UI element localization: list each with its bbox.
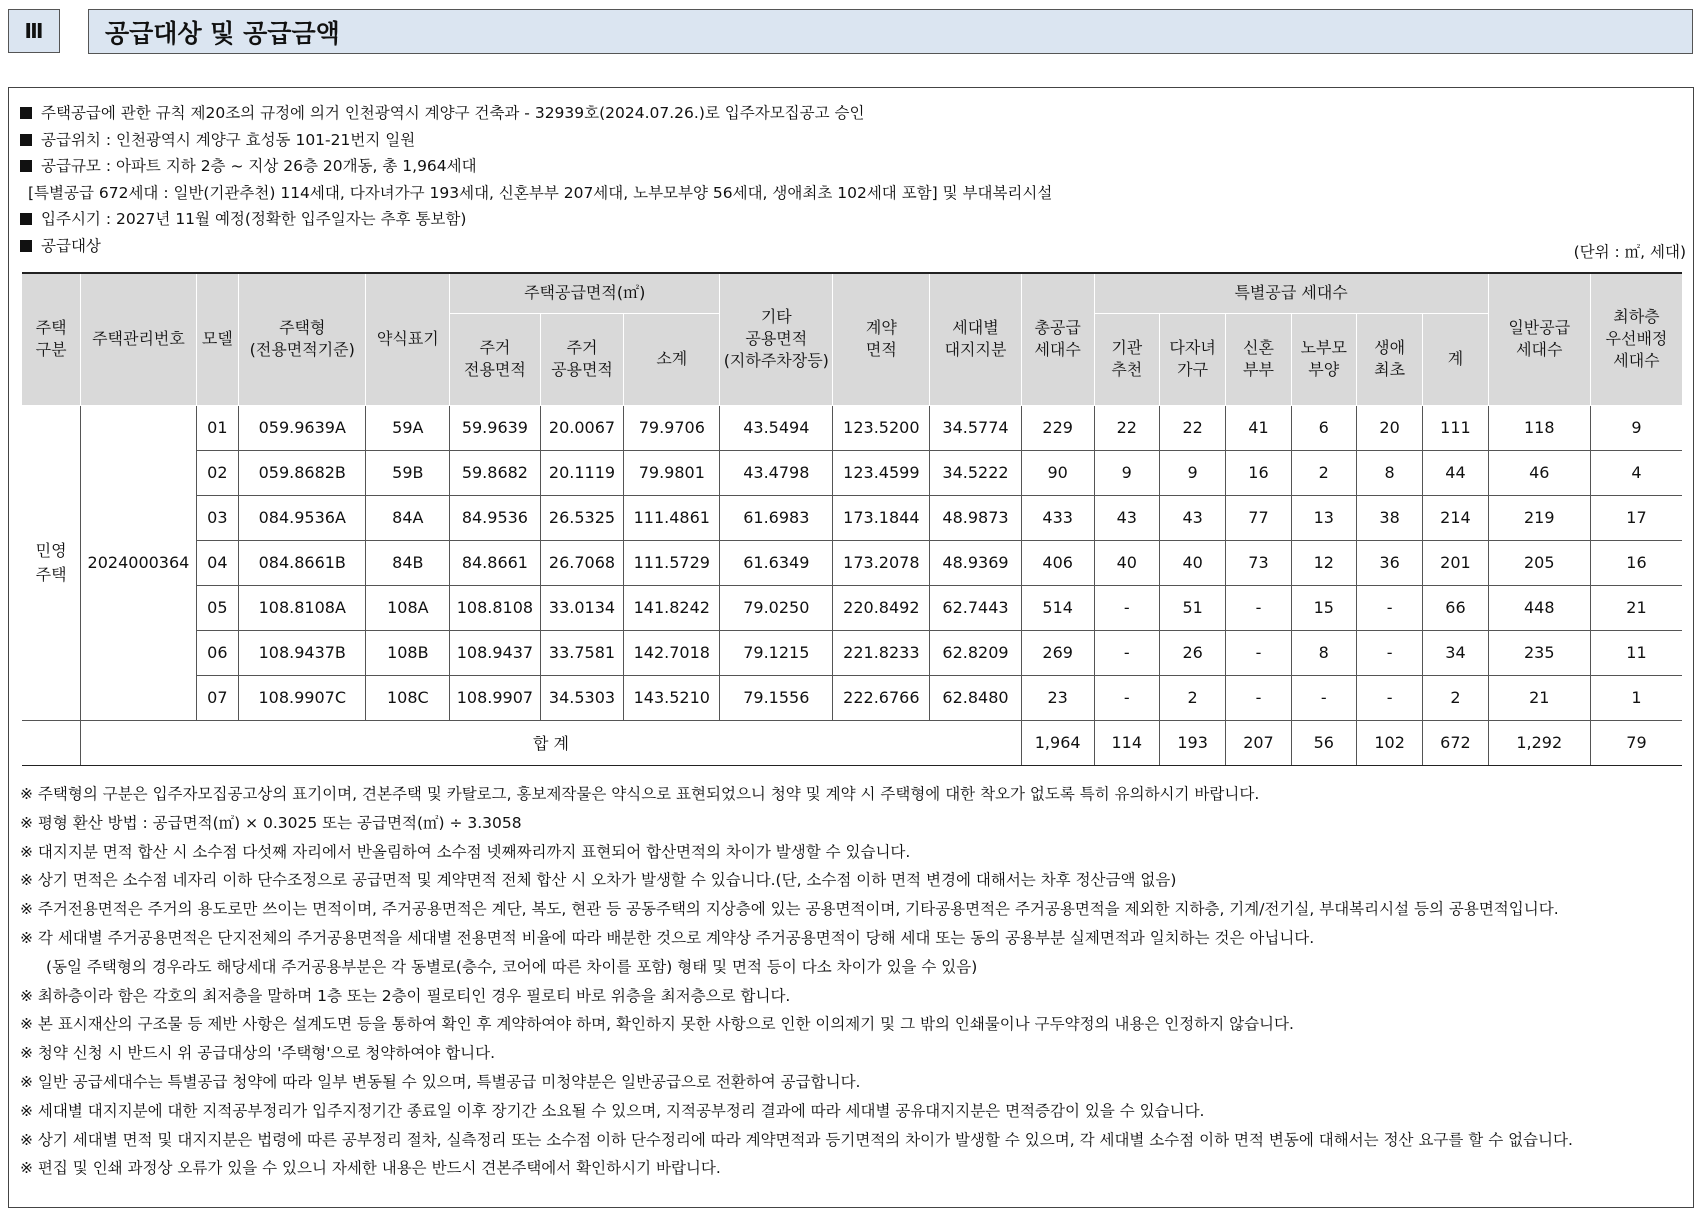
notes-list	[20, 780, 1573, 1183]
intro-list	[20, 100, 1052, 259]
section-number: Ⅲ	[8, 9, 60, 53]
table-cell: 22	[1159, 405, 1225, 450]
col-header-multi-child: 다자녀 가구	[1159, 313, 1225, 405]
table-cell: 108.9437B	[239, 630, 366, 675]
note-item: (동일 주택형의 경우라도 해당세대 주거공용부분은 각 동별로(층수, 코어에 따른 차이를 포함) 형태 및 면적 등이 다소 차이가 있을 수 있음)	[46, 957, 978, 976]
total-cell: 1,964	[1021, 720, 1094, 765]
table-cell: 084.8661B	[239, 540, 366, 585]
table-cell: 41	[1226, 405, 1291, 450]
table-cell: 108.9437	[450, 630, 540, 675]
col-header-mgmt-no: 주택관리번호	[81, 273, 196, 405]
note-item: ※ 주택형의 구분은 입주자모집공고상의 표기이며, 견본주택 및 카탈로그, 홍보제작물은 약식으로 표현되었으니 청약 및 계약 시 주택형에 대한 착오가 없도록 특히 유의하시기 바랍니다.	[20, 785, 1260, 803]
table-cell: -	[1094, 675, 1159, 720]
table-cell: -	[1291, 675, 1356, 720]
unit-label: (단위 : ㎡, 세대)	[1573, 243, 1686, 261]
table-cell: 34.5303	[540, 675, 624, 720]
total-blank-cell	[22, 720, 81, 765]
table-cell: 43.5494	[720, 405, 833, 450]
col-header-land: 세대별 대지지분	[930, 273, 1021, 405]
col-header-supply-area: 주택공급면적(㎡)	[450, 273, 720, 313]
table-cell: 108A	[366, 585, 450, 630]
table-cell: 43	[1159, 495, 1225, 540]
table-cell: 61.6983	[720, 495, 833, 540]
table-cell: 201	[1423, 540, 1488, 585]
table-cell: 79.0250	[720, 585, 833, 630]
table-cell: 48.9873	[930, 495, 1021, 540]
table-cell: 9	[1159, 450, 1225, 495]
table-cell: 406	[1021, 540, 1094, 585]
col-header-short: 약식표기	[366, 273, 450, 405]
table-cell: 22	[1094, 405, 1159, 450]
total-label: 합 계	[81, 720, 1021, 765]
table-cell: 61.6349	[720, 540, 833, 585]
table-cell: 84A	[366, 495, 450, 540]
total-cell: 193	[1159, 720, 1225, 765]
table-cell: 173.1844	[833, 495, 930, 540]
col-header-subtotal: 소계	[624, 313, 720, 405]
note-item: ※ 평형 환산 방법 : 공급면적(㎡) × 0.3025 또는 공급면적(㎡) ÷ 3.3058	[20, 813, 522, 832]
table-cell: 59A	[366, 405, 450, 450]
table-cell: -	[1226, 630, 1291, 675]
table-cell: 8	[1291, 630, 1356, 675]
bullet-square-icon	[20, 240, 32, 252]
table-cell: 059.9639A	[239, 405, 366, 450]
note-item: ※ 일반 공급세대수는 특별공급 청약에 따라 일부 변동될 수 있으며, 특별공급 미청약분은 일반공급으로 전환하여 공급합니다.	[20, 1072, 861, 1091]
table-cell: 1	[1590, 675, 1682, 720]
col-header-house-type: 주택형 (전용면적기준)	[239, 273, 366, 405]
note-item: ※ 상기 세대별 면적 및 대지지분은 법령에 따른 공부정리 절차, 실측정리 또는 소수점 이하 단수정리에 따라 계약면적과 등기면적의 차이가 발생할 수 있으며, 각 세대별 소수점 이하 면적 변동에 대해서는 정산 요구를 할 수 없습니다.	[20, 1130, 1573, 1149]
table-cell: 15	[1291, 585, 1356, 630]
total-cell: 114	[1094, 720, 1159, 765]
table-cell: 33.7581	[540, 630, 624, 675]
table-cell: 21	[1488, 675, 1590, 720]
table-cell: 34.5774	[930, 405, 1021, 450]
table-cell: 44	[1423, 450, 1488, 495]
col-header-institution: 기관 추천	[1094, 313, 1159, 405]
bullet-square-icon	[20, 213, 32, 225]
col-header-elderly: 노부모 부양	[1291, 313, 1356, 405]
table-cell: 084.9536A	[239, 495, 366, 540]
table-cell: 16	[1590, 540, 1682, 585]
table-cell: 2	[1159, 675, 1225, 720]
col-header-special: 특별공급 세대수	[1094, 273, 1488, 313]
table-cell: 77	[1226, 495, 1291, 540]
table-cell: 66	[1423, 585, 1488, 630]
table-cell: 111.4861	[624, 495, 720, 540]
note-item: ※ 대지지분 면적 합산 시 소수점 다섯째 자리에서 반올림하여 소수점 넷째짜리까지 표현되어 합산면적의 차이가 발생할 수 있습니다.	[20, 842, 911, 861]
table-cell: 108.8108A	[239, 585, 366, 630]
table-cell: 235	[1488, 630, 1590, 675]
table-cell: 111	[1423, 405, 1488, 450]
table-cell: -	[1356, 675, 1422, 720]
table-cell: 79.1556	[720, 675, 833, 720]
table-cell: 03	[196, 495, 238, 540]
table-cell: 108B	[366, 630, 450, 675]
supply-table	[22, 272, 1682, 766]
col-header-type: 주택 구분	[22, 273, 81, 405]
table-cell: 514	[1021, 585, 1094, 630]
table-cell: 62.8209	[930, 630, 1021, 675]
table-cell: 108.9907	[450, 675, 540, 720]
table-cell: 62.8480	[930, 675, 1021, 720]
table-cell: 433	[1021, 495, 1094, 540]
table-cell: 108.9907C	[239, 675, 366, 720]
intro-item: 입주시기 : 2027년 11월 예정(정확한 입주일자는 추후 통보함)	[20, 206, 1052, 233]
table-cell: 214	[1423, 495, 1488, 540]
table-cell: 90	[1021, 450, 1094, 495]
table-cell: 79.1215	[720, 630, 833, 675]
bullet-square-icon	[20, 107, 32, 119]
intro-item: 공급대상	[20, 233, 1052, 260]
table-row	[22, 495, 1682, 540]
table-cell: 59B	[366, 450, 450, 495]
note-item: ※ 세대별 대지지분에 대한 지적공부정리가 입주지정기간 종료일 이후 장기간 소요될 수 있으며, 지적공부정리 결과에 따라 세대별 공유대지지분은 면적증감이 있을 수 있습니다.	[20, 1101, 1205, 1120]
table-cell: 2	[1423, 675, 1488, 720]
table-cell: 34	[1423, 630, 1488, 675]
table-cell: 21	[1590, 585, 1682, 630]
table-cell: 142.7018	[624, 630, 720, 675]
bullet-square-icon	[20, 134, 32, 146]
table-cell: 219	[1488, 495, 1590, 540]
col-header-contract: 계약 면적	[833, 273, 930, 405]
table-cell: 205	[1488, 540, 1590, 585]
table-cell: -	[1226, 675, 1291, 720]
table-cell: 73	[1226, 540, 1291, 585]
table-cell: 26	[1159, 630, 1225, 675]
table-cell: 34.5222	[930, 450, 1021, 495]
intro-item: 공급위치 : 인천광역시 계양구 효성동 101-21번지 일원	[20, 127, 1052, 154]
table-cell: 111.5729	[624, 540, 720, 585]
table-cell: 221.8233	[833, 630, 930, 675]
table-cell: 33.0134	[540, 585, 624, 630]
table-cell: 123.5200	[833, 405, 930, 450]
table-cell: 01	[196, 405, 238, 450]
col-header-total-units: 총공급 세대수	[1021, 273, 1094, 405]
table-cell: 448	[1488, 585, 1590, 630]
table-cell: 143.5210	[624, 675, 720, 720]
col-header-newlywed: 신혼 부부	[1226, 313, 1291, 405]
col-header-exclusive: 주거 전용면적	[450, 313, 540, 405]
table-cell: 23	[1021, 675, 1094, 720]
table-cell: 8	[1356, 450, 1422, 495]
table-cell: 9	[1094, 450, 1159, 495]
table-row	[22, 450, 1682, 495]
table-cell: -	[1226, 585, 1291, 630]
table-cell: 2	[1291, 450, 1356, 495]
table-cell: 43.4798	[720, 450, 833, 495]
total-cell: 672	[1423, 720, 1488, 765]
total-cell: 79	[1590, 720, 1682, 765]
total-cell: 102	[1356, 720, 1422, 765]
table-cell: 108.8108	[450, 585, 540, 630]
note-item: ※ 본 표시재산의 구조물 등 제반 사항은 설계도면 등을 통하여 확인 후 계약하여야 하며, 확인하지 못한 사항으로 인한 이의제기 및 그 밖의 인쇄물이나 구두약정의 내용은 인정하지 않습니다.	[20, 1015, 1294, 1034]
note-item: ※ 상기 면적은 소수점 네자리 이하 단수조정으로 공급면적 및 계약면적 전체 합산 시 오차가 발생할 수 있습니다.(단, 소수점 이하 면적 변경에 대해서는 차후 정산금액 없음)	[20, 871, 1177, 890]
table-row	[22, 675, 1682, 720]
mgmt-no-cell: 2024000364	[81, 405, 196, 720]
table-cell: 84.8661	[450, 540, 540, 585]
total-cell: 1,292	[1488, 720, 1590, 765]
col-header-model: 모델	[196, 273, 238, 405]
table-cell: -	[1356, 630, 1422, 675]
table-cell: -	[1094, 630, 1159, 675]
table-cell: -	[1094, 585, 1159, 630]
table-cell: 04	[196, 540, 238, 585]
table-cell: 36	[1356, 540, 1422, 585]
table-cell: 40	[1159, 540, 1225, 585]
table-cell: 43	[1094, 495, 1159, 540]
intro-item: 주택공급에 관한 규칙 제20조의 규정에 의거 인천광역시 계양구 건축과 - 32939호(2024.07.26.)로 입주자모집공고 승인	[20, 100, 1052, 127]
table-cell: -	[1356, 585, 1422, 630]
section-title: 공급대상 및 공급금액	[88, 9, 1693, 54]
table-cell: 79.9801	[624, 450, 720, 495]
table-cell: 118	[1488, 405, 1590, 450]
bullet-square-icon	[20, 160, 32, 172]
table-cell: 59.8682	[450, 450, 540, 495]
table-cell: 4	[1590, 450, 1682, 495]
table-cell: 02	[196, 450, 238, 495]
col-header-sum: 계	[1423, 313, 1488, 405]
table-cell: 222.6766	[833, 675, 930, 720]
table-cell: 46	[1488, 450, 1590, 495]
note-item: ※ 최하층이라 함은 각호의 최저층을 말하며 1층 또는 2층이 필로티인 경우 필로티 바로 위층을 최저층으로 합니다.	[20, 986, 791, 1005]
col-header-first-life: 생애 최초	[1356, 313, 1422, 405]
total-cell: 207	[1226, 720, 1291, 765]
table-row	[22, 630, 1682, 675]
table-cell: 84B	[366, 540, 450, 585]
col-header-common: 주거 공용면적	[540, 313, 624, 405]
table-cell: 38	[1356, 495, 1422, 540]
table-row	[22, 585, 1682, 630]
table-cell: 141.8242	[624, 585, 720, 630]
table-row	[22, 405, 1682, 450]
table-cell: 20	[1356, 405, 1422, 450]
col-header-general: 일반공급 세대수	[1488, 273, 1590, 405]
table-cell: 6	[1291, 405, 1356, 450]
col-header-other-common: 기타 공용면적 (지하주차장등)	[720, 273, 833, 405]
note-item: ※ 각 세대별 주거공용면적은 단지전체의 주거공용면적을 세대별 전용면적 비율에 따라 배분한 것으로 계약상 주거공용면적이 당해 세대 또는 동의 공용부분 실제면적과 일치하는 것은 아닙니다.	[20, 928, 1315, 947]
table-cell: 26.7068	[540, 540, 624, 585]
table-cell: 173.2078	[833, 540, 930, 585]
table-cell: 06	[196, 630, 238, 675]
table-row	[22, 540, 1682, 585]
table-cell: 17	[1590, 495, 1682, 540]
intro-item: 공급규모 : 아파트 지하 2층 ~ 지상 26층 20개동, 총 1,964세대	[20, 153, 1052, 180]
table-cell: 79.9706	[624, 405, 720, 450]
col-header-lowest-floor: 최하층 우선배정 세대수	[1590, 273, 1682, 405]
total-row	[22, 720, 1682, 765]
note-item: ※ 편집 및 인쇄 과정상 오류가 있을 수 있으니 자세한 내용은 반드시 견본주택에서 확인하시기 바랍니다.	[20, 1159, 721, 1178]
total-cell: 56	[1291, 720, 1356, 765]
table-cell: 84.9536	[450, 495, 540, 540]
table-cell: 059.8682B	[239, 450, 366, 495]
table-cell: 59.9639	[450, 405, 540, 450]
table-cell: 20.1119	[540, 450, 624, 495]
table-cell: 40	[1094, 540, 1159, 585]
table-cell: 26.5325	[540, 495, 624, 540]
housing-type-cell: 민영 주택	[22, 405, 81, 720]
table-cell: 51	[1159, 585, 1225, 630]
table-cell: 48.9369	[930, 540, 1021, 585]
table-cell: 13	[1291, 495, 1356, 540]
table-cell: 16	[1226, 450, 1291, 495]
table-cell: 11	[1590, 630, 1682, 675]
table-cell: 9	[1590, 405, 1682, 450]
table-cell: 62.7443	[930, 585, 1021, 630]
table-cell: 12	[1291, 540, 1356, 585]
table-cell: 05	[196, 585, 238, 630]
table-cell: 229	[1021, 405, 1094, 450]
table-cell: 269	[1021, 630, 1094, 675]
table-cell: 07	[196, 675, 238, 720]
intro-item-special: [특별공급 672세대 : 일반(기관추천) 114세대, 다자녀가구 193세대, 신혼부부 207세대, 노부모부양 56세대, 생애최초 102세대 포함] 및 부대복리시설	[28, 183, 1053, 202]
note-item: ※ 청약 신청 시 반드시 위 공급대상의 '주택형'으로 청약하여야 합니다.	[20, 1044, 496, 1063]
table-cell: 220.8492	[833, 585, 930, 630]
table-cell: 108C	[366, 675, 450, 720]
table-cell: 123.4599	[833, 450, 930, 495]
table-cell: 20.0067	[540, 405, 624, 450]
note-item: ※ 주거전용면적은 주거의 용도로만 쓰이는 면적이며, 주거공용면적은 계단, 복도, 현관 등 공동주택의 지상층에 있는 공용면적이며, 기타공용면적은 주거공용면적을 제외한 지하층, 기계/전기실, 부대복리시설 등의 공용면적입니다.	[20, 900, 1559, 919]
